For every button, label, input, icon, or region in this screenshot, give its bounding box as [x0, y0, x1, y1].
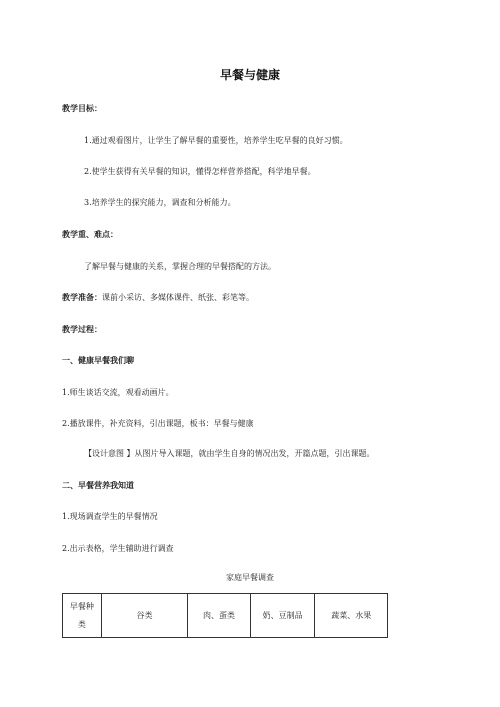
goal-2: 2.使学生获得有关早餐的知识，懂得怎样营养搭配，科学地早餐。 — [84, 167, 316, 176]
table-caption: 家庭早餐调查 — [226, 573, 274, 582]
document-title: 早餐与健康 — [219, 68, 280, 82]
breakfast-survey-table — [62, 593, 388, 638]
part1-design-intent: 【设计意图 】从图片导入课题，就由学生自身的情况出发，开篇点题，引出课题。 — [84, 449, 375, 458]
header-line-2: 类 — [77, 619, 86, 629]
part2-heading: 二、早餐营养我知道 — [62, 481, 134, 490]
part1-heading: 一、健康早餐我们聊 — [62, 356, 134, 365]
preparation-line — [62, 293, 254, 303]
table-header-cell — [63, 594, 102, 638]
table-column-vegetables-fruits: 蔬菜、水果 — [315, 594, 388, 638]
part2-item-1: 1.现场调查学生的早餐情况 — [62, 512, 158, 521]
goals-heading: 教学目标： — [62, 104, 102, 113]
part2-item-2: 2.出示表格，学生辅助进行调查 — [62, 544, 174, 553]
goal-3: 3.培养学生的探究能力，调查和分析能力。 — [84, 198, 236, 207]
part1-item-1: 1.师生谈话交流，观看动画片。 — [62, 388, 174, 397]
preparation-text: 课前小采访、多媒体课件、纸张、彩笔等。 — [102, 293, 254, 302]
header-line-1: 早餐种 — [69, 601, 94, 611]
preparation-heading: 教学准备： — [62, 293, 102, 302]
part1-item-2: 2.播放课件，补充资料，引出课题，板书：早餐与健康 — [62, 419, 254, 428]
table-column-dairy-soy: 奶、豆制品 — [250, 594, 315, 638]
table-column-meat-eggs: 肉、蛋类 — [188, 594, 251, 638]
key-points-heading: 教学重、难点： — [62, 230, 118, 239]
goal-1: 1.通过观看图片，让学生了解早餐的重要性，培养学生吃早餐的良好习惯。 — [84, 136, 348, 145]
key-points-text: 了解早餐与健康的关系，掌握合理的早餐搭配的方法。 — [84, 262, 276, 271]
table-row — [63, 594, 388, 638]
process-heading: 教学过程： — [62, 325, 102, 334]
table-column-grains: 谷类 — [101, 594, 187, 638]
